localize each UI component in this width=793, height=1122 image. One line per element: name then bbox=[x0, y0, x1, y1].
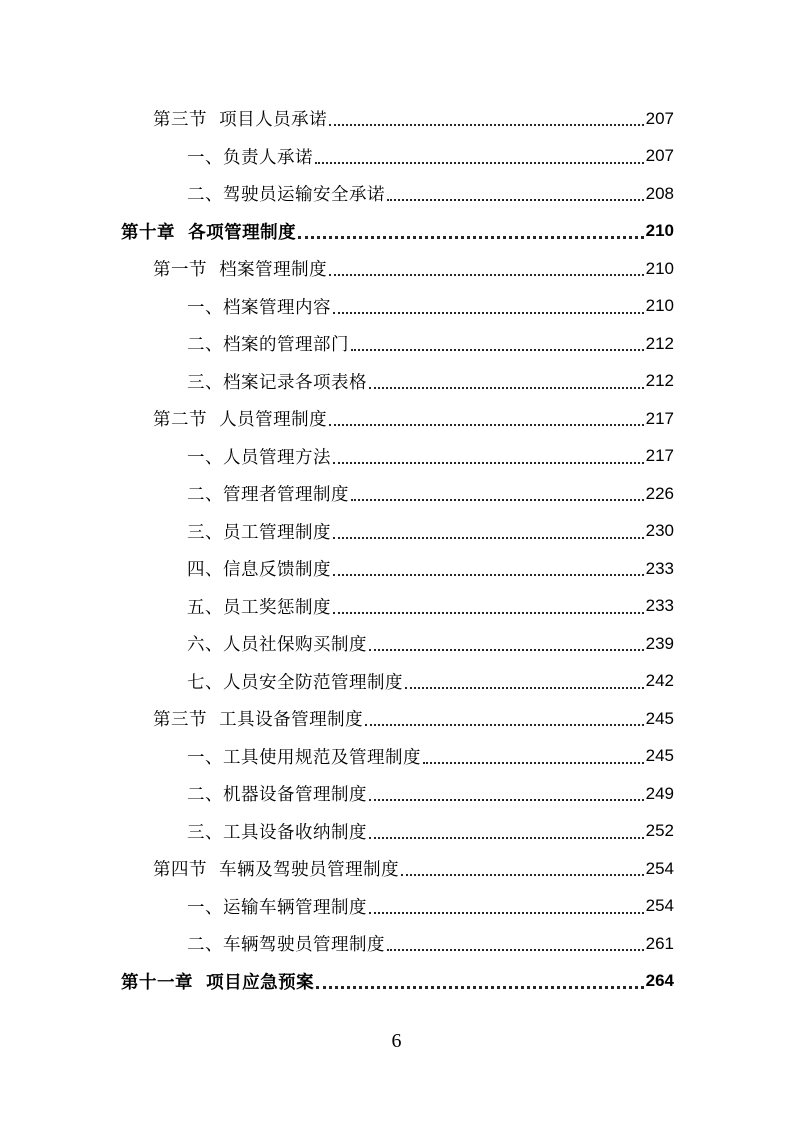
toc-entry-page: 212 bbox=[645, 371, 674, 391]
toc-dot-leader bbox=[369, 798, 644, 801]
toc-entry-title: 一、人员管理方法 bbox=[187, 447, 331, 468]
toc-section-entry[interactable] bbox=[0, 850, 793, 888]
toc-entry-page: 252 bbox=[645, 821, 674, 841]
toc-entry-title: 四、信息反馈制度 bbox=[187, 560, 331, 581]
toc-section-entry[interactable] bbox=[0, 700, 793, 738]
toc-entry-page: 233 bbox=[645, 596, 674, 616]
toc-entry-title: 第十一章 项目应急预案 bbox=[121, 972, 315, 993]
toc-dot-leader bbox=[333, 461, 644, 464]
toc-dot-leader bbox=[333, 611, 644, 614]
toc-subsection-entry[interactable] bbox=[0, 625, 793, 663]
toc-entry-page: 264 bbox=[645, 971, 674, 991]
toc-entry-page: 239 bbox=[645, 633, 674, 653]
toc-entry-page: 254 bbox=[645, 896, 674, 916]
toc-entry-title: 六、人员社保购买制度 bbox=[187, 635, 367, 656]
toc-entry-page: 245 bbox=[645, 708, 674, 728]
toc-dot-leader bbox=[369, 836, 644, 839]
toc-subsection-entry[interactable] bbox=[0, 325, 793, 363]
toc-dot-leader bbox=[329, 273, 644, 276]
toc-dot-leader bbox=[298, 235, 643, 239]
toc-entry-title: 一、档案管理内容 bbox=[187, 297, 331, 318]
toc-dot-leader bbox=[315, 161, 644, 164]
toc-subsection-entry[interactable] bbox=[0, 175, 793, 213]
toc-entry-title: 二、车辆驾驶员管理制度 bbox=[187, 935, 385, 956]
toc-entry-title: 三、档案记录各项表格 bbox=[187, 372, 367, 393]
toc-entry-page: 245 bbox=[645, 746, 674, 766]
toc-dot-leader bbox=[351, 498, 644, 501]
toc-entry-page: 242 bbox=[645, 671, 674, 691]
toc-entry-page: 210 bbox=[645, 221, 674, 241]
toc-subsection-entry[interactable] bbox=[0, 588, 793, 626]
toc-subsection-entry[interactable] bbox=[0, 738, 793, 776]
toc-subsection-entry[interactable] bbox=[0, 550, 793, 588]
toc-entry-title: 七、人员安全防范管理制度 bbox=[187, 672, 403, 693]
toc-chapter-entry[interactable] bbox=[0, 213, 793, 251]
toc-entry-page: 212 bbox=[645, 333, 674, 353]
toc-section-entry[interactable] bbox=[0, 400, 793, 438]
toc-entry-page: 210 bbox=[645, 296, 674, 316]
toc-subsection-entry[interactable] bbox=[0, 663, 793, 701]
toc-entry-page: 254 bbox=[645, 858, 674, 878]
toc-dot-leader bbox=[405, 686, 644, 689]
toc-subsection-entry[interactable] bbox=[0, 775, 793, 813]
toc-dot-leader bbox=[369, 911, 644, 914]
toc-dot-leader bbox=[387, 198, 644, 201]
toc-entry-page: 233 bbox=[645, 558, 674, 578]
toc-section-entry[interactable] bbox=[0, 250, 793, 288]
toc-entry-title: 五、员工奖惩制度 bbox=[187, 597, 331, 618]
toc-dot-leader bbox=[387, 948, 644, 951]
toc-dot-leader bbox=[369, 386, 644, 389]
toc-entry-page: 217 bbox=[645, 408, 674, 428]
toc-entry-title: 三、工具设备收纳制度 bbox=[187, 822, 367, 843]
toc-entry-title: 第二节 人员管理制度 bbox=[153, 410, 328, 431]
toc-entry-title: 一、负责人承诺 bbox=[187, 147, 313, 168]
toc-entry-page: 261 bbox=[645, 933, 674, 953]
toc-subsection-entry[interactable] bbox=[0, 363, 793, 401]
toc-section-entry[interactable] bbox=[0, 100, 793, 138]
toc-subsection-entry[interactable] bbox=[0, 288, 793, 326]
toc-entry-title: 一、运输车辆管理制度 bbox=[187, 897, 367, 918]
toc-entry-title: 二、驾驶员运输安全承诺 bbox=[187, 185, 385, 206]
toc-subsection-entry[interactable] bbox=[0, 438, 793, 476]
toc-entry-page: 217 bbox=[645, 446, 674, 466]
toc-entry-page: 249 bbox=[645, 783, 674, 803]
toc-entry-title: 第三节 工具设备管理制度 bbox=[153, 710, 364, 731]
toc-dot-leader bbox=[423, 761, 644, 764]
toc-dot-leader bbox=[329, 423, 644, 426]
toc-subsection-entry[interactable] bbox=[0, 513, 793, 551]
toc-dot-leader bbox=[329, 123, 644, 126]
toc-subsection-entry[interactable] bbox=[0, 813, 793, 851]
toc-dot-leader bbox=[369, 648, 644, 651]
toc-dot-leader bbox=[401, 873, 644, 876]
toc-entry-title: 一、工具使用规范及管理制度 bbox=[187, 747, 421, 768]
toc-subsection-entry[interactable] bbox=[0, 475, 793, 513]
toc-entry-page: 207 bbox=[645, 108, 674, 128]
toc-entry-title: 第十章 各项管理制度 bbox=[121, 222, 297, 243]
toc-dot-leader bbox=[351, 348, 644, 351]
toc-dot-leader bbox=[333, 311, 644, 314]
toc-dot-leader bbox=[316, 985, 643, 989]
toc-subsection-entry[interactable] bbox=[0, 888, 793, 926]
toc-entry-page: 230 bbox=[645, 521, 674, 541]
toc-entry-title: 第三节 项目人员承诺 bbox=[153, 110, 328, 131]
toc-entry-page: 210 bbox=[645, 258, 674, 278]
toc-subsection-entry[interactable] bbox=[0, 925, 793, 963]
toc-entry-title: 第四节 车辆及驾驶员管理制度 bbox=[153, 860, 400, 881]
toc-dot-leader bbox=[365, 723, 644, 726]
toc-entry-title: 三、员工管理制度 bbox=[187, 522, 331, 543]
toc-subsection-entry[interactable] bbox=[0, 138, 793, 176]
toc-entry-page: 226 bbox=[645, 483, 674, 503]
toc-dot-leader bbox=[333, 573, 644, 576]
toc-entry-title: 二、机器设备管理制度 bbox=[187, 785, 367, 806]
toc-entry-title: 第一节 档案管理制度 bbox=[153, 260, 328, 281]
page-number: 6 bbox=[391, 1030, 402, 1052]
toc-entry-page: 208 bbox=[645, 183, 674, 203]
toc-entry-title: 二、档案的管理部门 bbox=[187, 335, 349, 356]
toc-entry-title: 二、管理者管理制度 bbox=[187, 485, 349, 506]
toc-chapter-entry[interactable] bbox=[0, 963, 793, 1001]
toc-dot-leader bbox=[333, 536, 644, 539]
toc-entry-page: 207 bbox=[645, 146, 674, 166]
table-of-contents bbox=[0, 100, 793, 1000]
